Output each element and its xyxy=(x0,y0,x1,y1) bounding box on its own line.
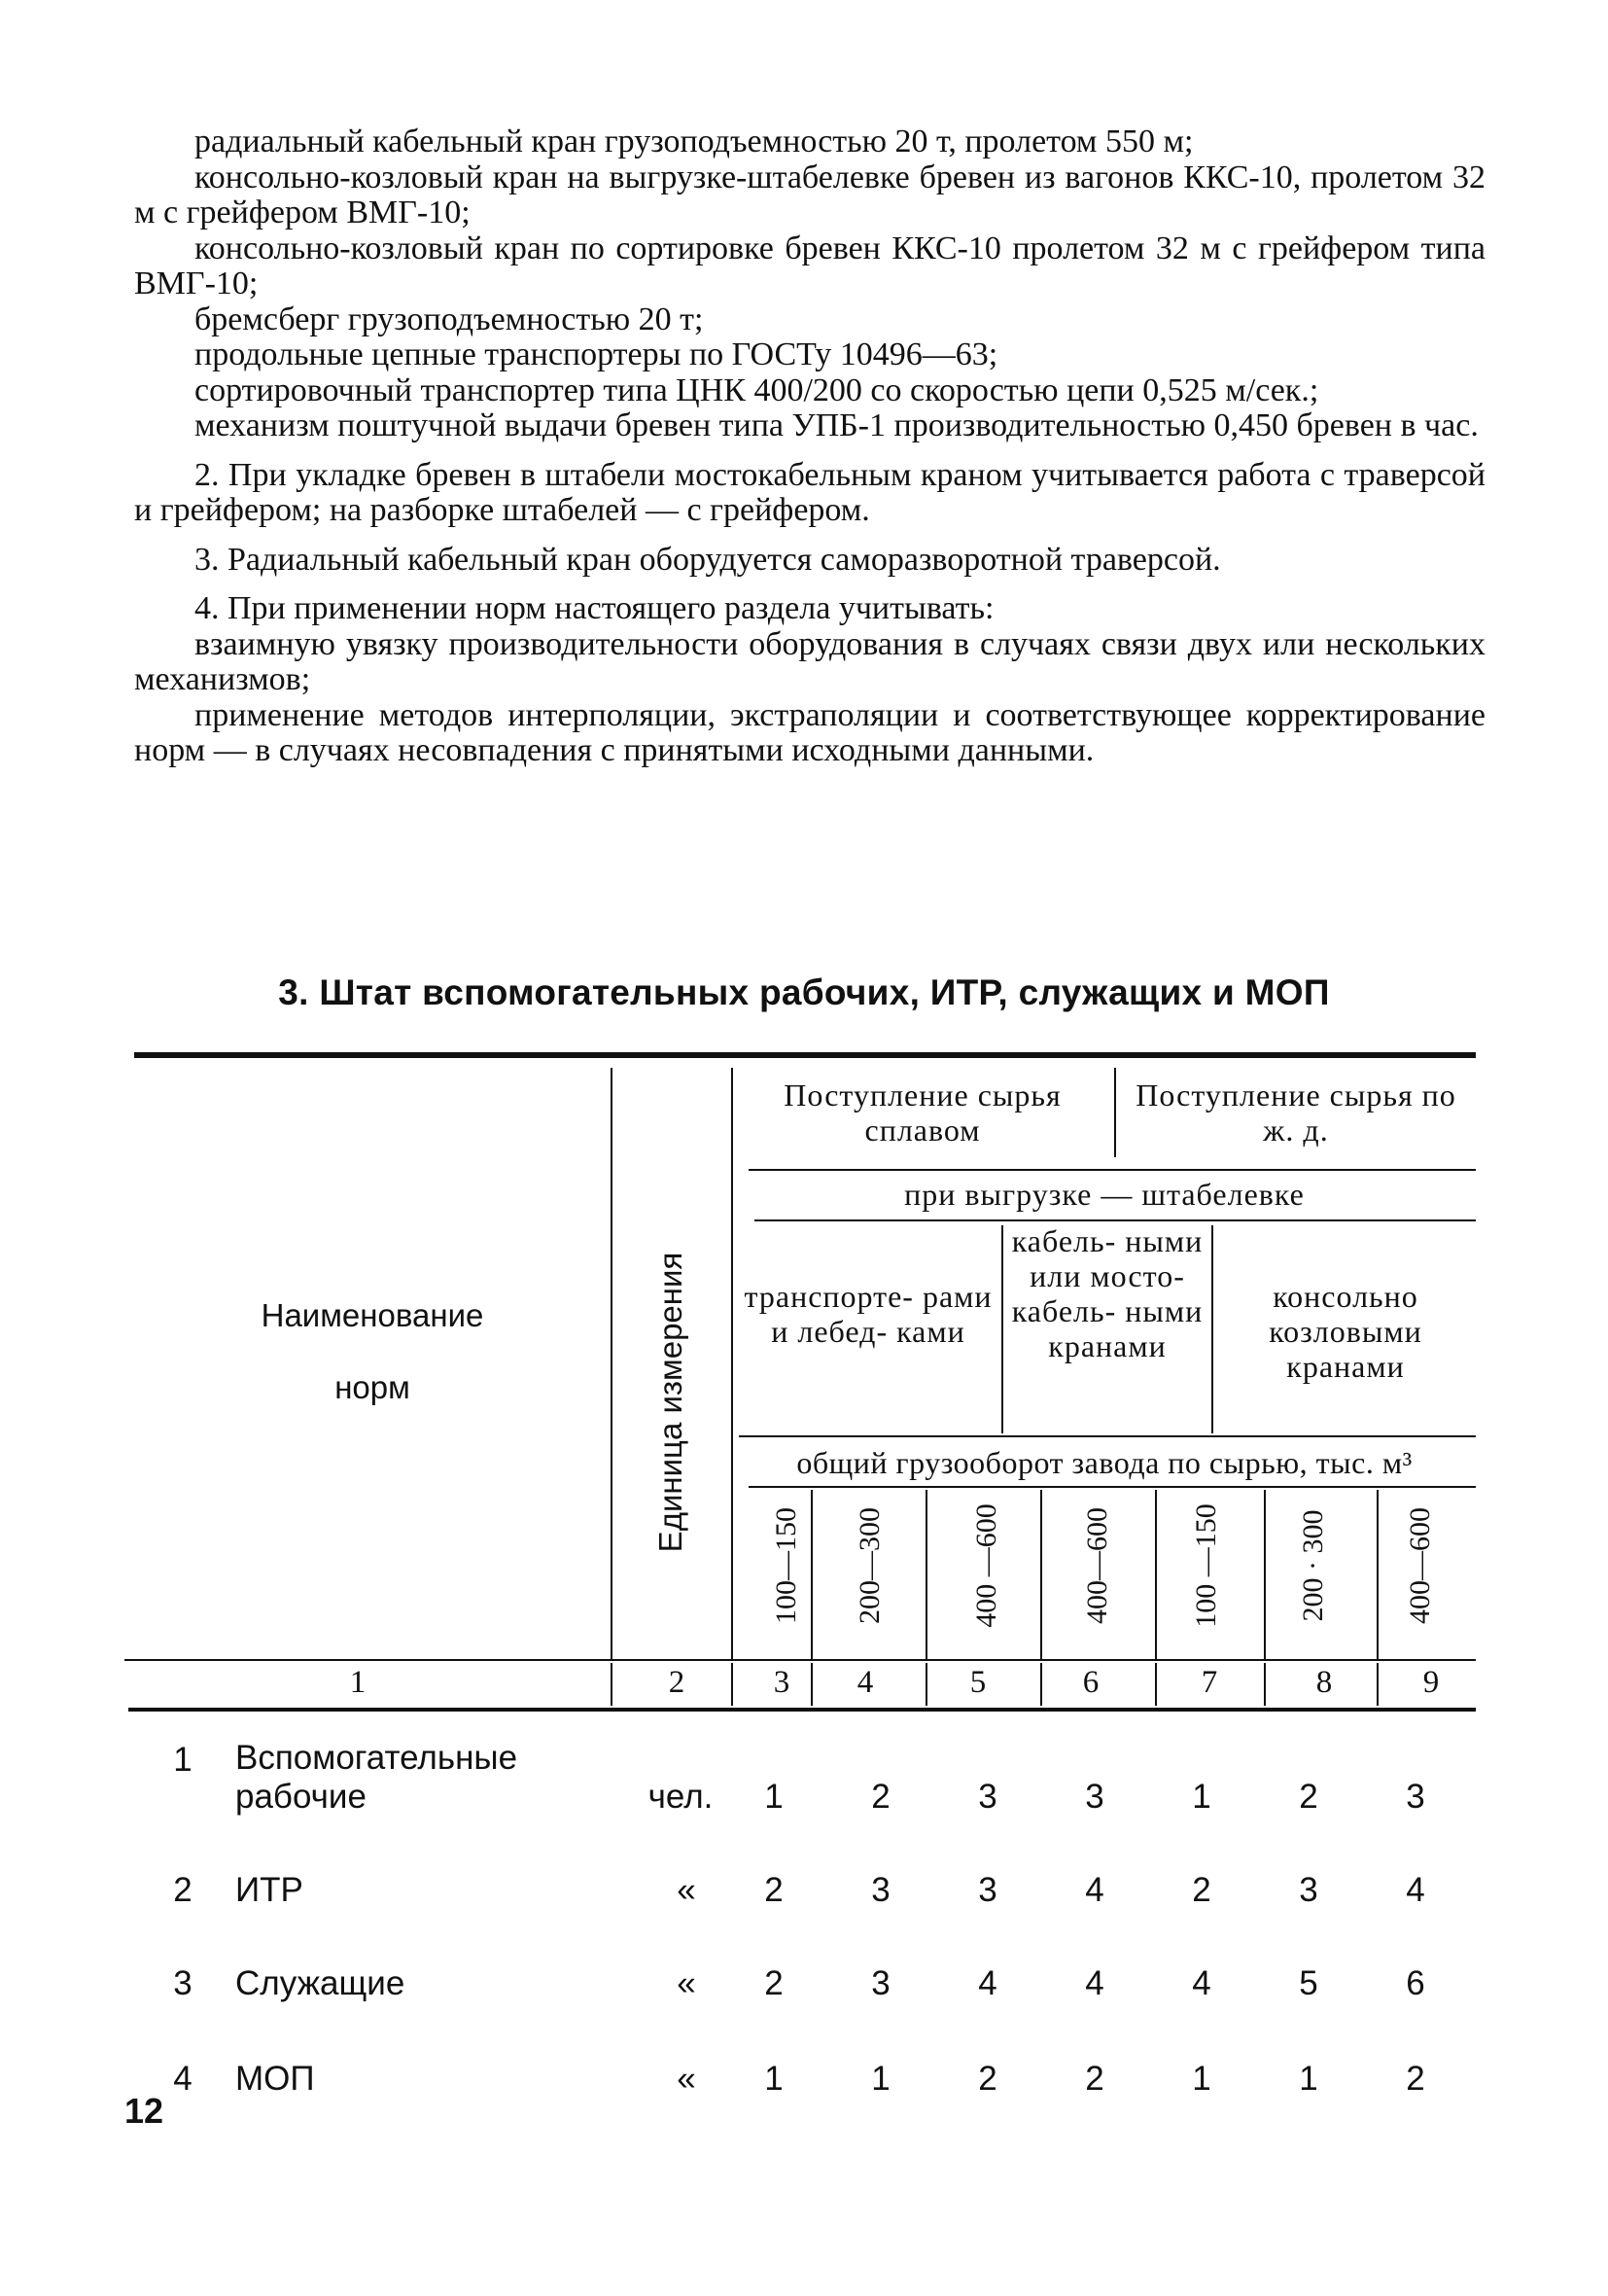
divider-method-1 xyxy=(1001,1225,1003,1433)
divider-colnum xyxy=(731,1663,733,1706)
cell-value: 2 xyxy=(1192,1871,1211,1909)
divider-range xyxy=(1155,1490,1157,1661)
range-label: 200—300 xyxy=(854,1507,886,1624)
cell-value: 2 xyxy=(871,1778,891,1816)
col-number: 3 xyxy=(773,1665,790,1700)
cell-value: 4 xyxy=(1406,1871,1425,1909)
cell-value: 4 xyxy=(1192,1964,1211,2002)
page-number: 12 xyxy=(124,2091,164,2131)
cell-value: 2 xyxy=(978,2060,997,2098)
name-header-line1: Наименование xyxy=(261,1297,484,1333)
col-number: 5 xyxy=(969,1665,987,1700)
cell-value: 2 xyxy=(1406,2060,1425,2098)
col-number: 4 xyxy=(856,1665,874,1700)
divider-range xyxy=(1377,1490,1379,1661)
col-number: 9 xyxy=(1422,1665,1440,1700)
range-label: 100 —150 xyxy=(1190,1503,1222,1628)
cell-value: 1 xyxy=(764,1778,784,1816)
rule-colnums-bottom xyxy=(128,1708,1476,1712)
cell-value: 1 xyxy=(1192,1778,1211,1816)
cell-value: 2 xyxy=(1085,2060,1104,2098)
range-label: 100—150 xyxy=(770,1507,802,1624)
row-number: 1 xyxy=(173,1741,192,1779)
note-4: 4. При применении норм настоящего раздела учитывать: xyxy=(194,590,995,626)
text-line: механизм поштучной выдачи бревен типа УПБ-1 производительностью 0,450 бревен в час. xyxy=(194,407,1479,443)
cell-value: 1 xyxy=(764,2060,784,2098)
range-label: 400 —600 xyxy=(970,1503,1002,1628)
cell-value: 4 xyxy=(978,1964,997,2002)
divider-name-unit xyxy=(611,1068,612,1661)
divider-range xyxy=(1264,1490,1266,1661)
cell-value: 3 xyxy=(871,1964,891,2002)
method-cable-header: кабель- ными или мосто- кабель- ными кранами xyxy=(1011,1223,1204,1363)
cell-value: 3 xyxy=(1299,1871,1318,1909)
cell-value: 1 xyxy=(871,2060,891,2098)
text-line: сортировочный транспортер типа ЦНК 400/200 со скоростью цепи 0,525 м/сек.; xyxy=(194,371,1319,408)
note-3: 3. Радиальный кабельный кран оборудуется саморазворотной траверсой. xyxy=(194,541,1221,578)
divider-colnum xyxy=(1377,1663,1379,1706)
text-line: бремсберг грузоподъемностью 20 т; xyxy=(194,300,704,337)
cell-value: 3 xyxy=(1406,1778,1425,1816)
divider-range xyxy=(1040,1490,1042,1661)
text-line: консольно-козловый кран по сортировке бревен ККС-10 пролетом 32 м с грейфером типа ВМГ-10; xyxy=(134,230,1486,301)
cell-value: 3 xyxy=(978,1871,997,1909)
row-number: 4 xyxy=(173,2060,192,2098)
turnover-header: общий грузооборот завода по сырью, тыс. м³ xyxy=(796,1445,1413,1480)
method-transport-header: транспорте- рами и лебед- ками xyxy=(744,1279,993,1349)
rule-groups xyxy=(749,1169,1476,1171)
note-2: 2. При укладке бревен в штабели мостокабельным краном учитывается работа с траверсой и грейфером; на разборке штабелей — с грейфером. xyxy=(134,456,1486,528)
divider-colnum xyxy=(1040,1663,1042,1706)
name-header xyxy=(134,1280,611,1424)
range-label: 400—600 xyxy=(1404,1507,1436,1624)
sub-unloading-header: при выгрузке — штабелевке xyxy=(904,1177,1305,1212)
cell-value: 4 xyxy=(1085,1871,1104,1909)
row-unit: чел. xyxy=(647,1778,714,1816)
row-unit: « xyxy=(677,1964,696,2002)
unit-header: Единица измерения xyxy=(652,1252,688,1553)
divider-colnum xyxy=(1155,1663,1157,1706)
divider-unit-data xyxy=(731,1068,733,1661)
row-name: Служащие xyxy=(235,1964,405,2002)
text-line: радиальный кабельный кран грузоподъемностью 20 т, пролетом 550 м; xyxy=(194,124,1194,159)
note-4b: применение методов интерполяции, экстраполяции и соответствующее корректирование норм — в случаях несовпадения с принятыми исходными данными. xyxy=(134,696,1486,768)
table-top-rule xyxy=(134,1052,1476,1058)
col-number: 1 xyxy=(349,1665,367,1700)
rule-colnums-top xyxy=(124,1659,1476,1661)
row-unit: « xyxy=(677,2060,696,2098)
row-name: ИТР xyxy=(235,1871,303,1909)
cell-value: 3 xyxy=(978,1778,997,1816)
cell-value: 2 xyxy=(764,1964,784,2002)
method-console-header: консольно козловыми кранами xyxy=(1269,1279,1422,1384)
text-line: продольные цепные транспортеры по ГОСТу 10496—63; xyxy=(194,336,998,372)
cell-value: 1 xyxy=(1299,2060,1318,2098)
divider-colnum xyxy=(926,1663,927,1706)
rule-methods xyxy=(739,1435,1476,1437)
col-number: 2 xyxy=(668,1665,685,1700)
cell-value: 4 xyxy=(1085,1964,1104,2002)
cell-value: 1 xyxy=(1192,2060,1211,2098)
col-number: 8 xyxy=(1315,1665,1333,1700)
note-4a: взаимную увязку производительности оборудования в случаях связи двух или нескольких механизмов; xyxy=(134,625,1486,697)
name-header-line2: норм xyxy=(334,1369,410,1405)
cell-value: 2 xyxy=(764,1871,784,1909)
divider-colnum xyxy=(611,1663,612,1706)
cell-value: 3 xyxy=(1085,1778,1104,1816)
col-number: 6 xyxy=(1082,1665,1100,1700)
row-name: Вспомогательные рабочие xyxy=(235,1739,518,1816)
row-unit: « xyxy=(677,1871,696,1909)
row-name: МОП xyxy=(235,2060,315,2098)
row-number: 2 xyxy=(173,1871,192,1909)
group-rail-header: Поступление сырья по ж. д. xyxy=(1136,1077,1456,1148)
cell-value: 5 xyxy=(1299,1964,1318,2002)
group-water-header: Поступление сырья сплавом xyxy=(784,1077,1062,1148)
divider-range xyxy=(811,1490,813,1661)
range-label: 400—600 xyxy=(1081,1507,1113,1624)
range-label: 200 · 300 xyxy=(1297,1509,1329,1622)
rule-sub xyxy=(754,1219,1476,1221)
cell-value: 3 xyxy=(871,1871,891,1909)
col-number: 7 xyxy=(1201,1665,1218,1700)
row-number: 3 xyxy=(173,1964,192,2002)
section-title: 3. Штат вспомогательных рабочих, ИТР, служащих и МОП xyxy=(278,972,1330,1012)
divider-colnum xyxy=(1264,1663,1266,1706)
divider-colnum xyxy=(811,1663,813,1706)
cell-value: 2 xyxy=(1299,1778,1318,1816)
divider-method-2 xyxy=(1211,1225,1213,1433)
cell-value: 6 xyxy=(1406,1964,1425,2002)
text-line: консольно-козловый кран на выгрузке-штабелевке бревен из вагонов ККС-10, пролетом 32 м с грейфером ВМГ-10; xyxy=(134,159,1486,230)
divider-range xyxy=(926,1490,927,1661)
